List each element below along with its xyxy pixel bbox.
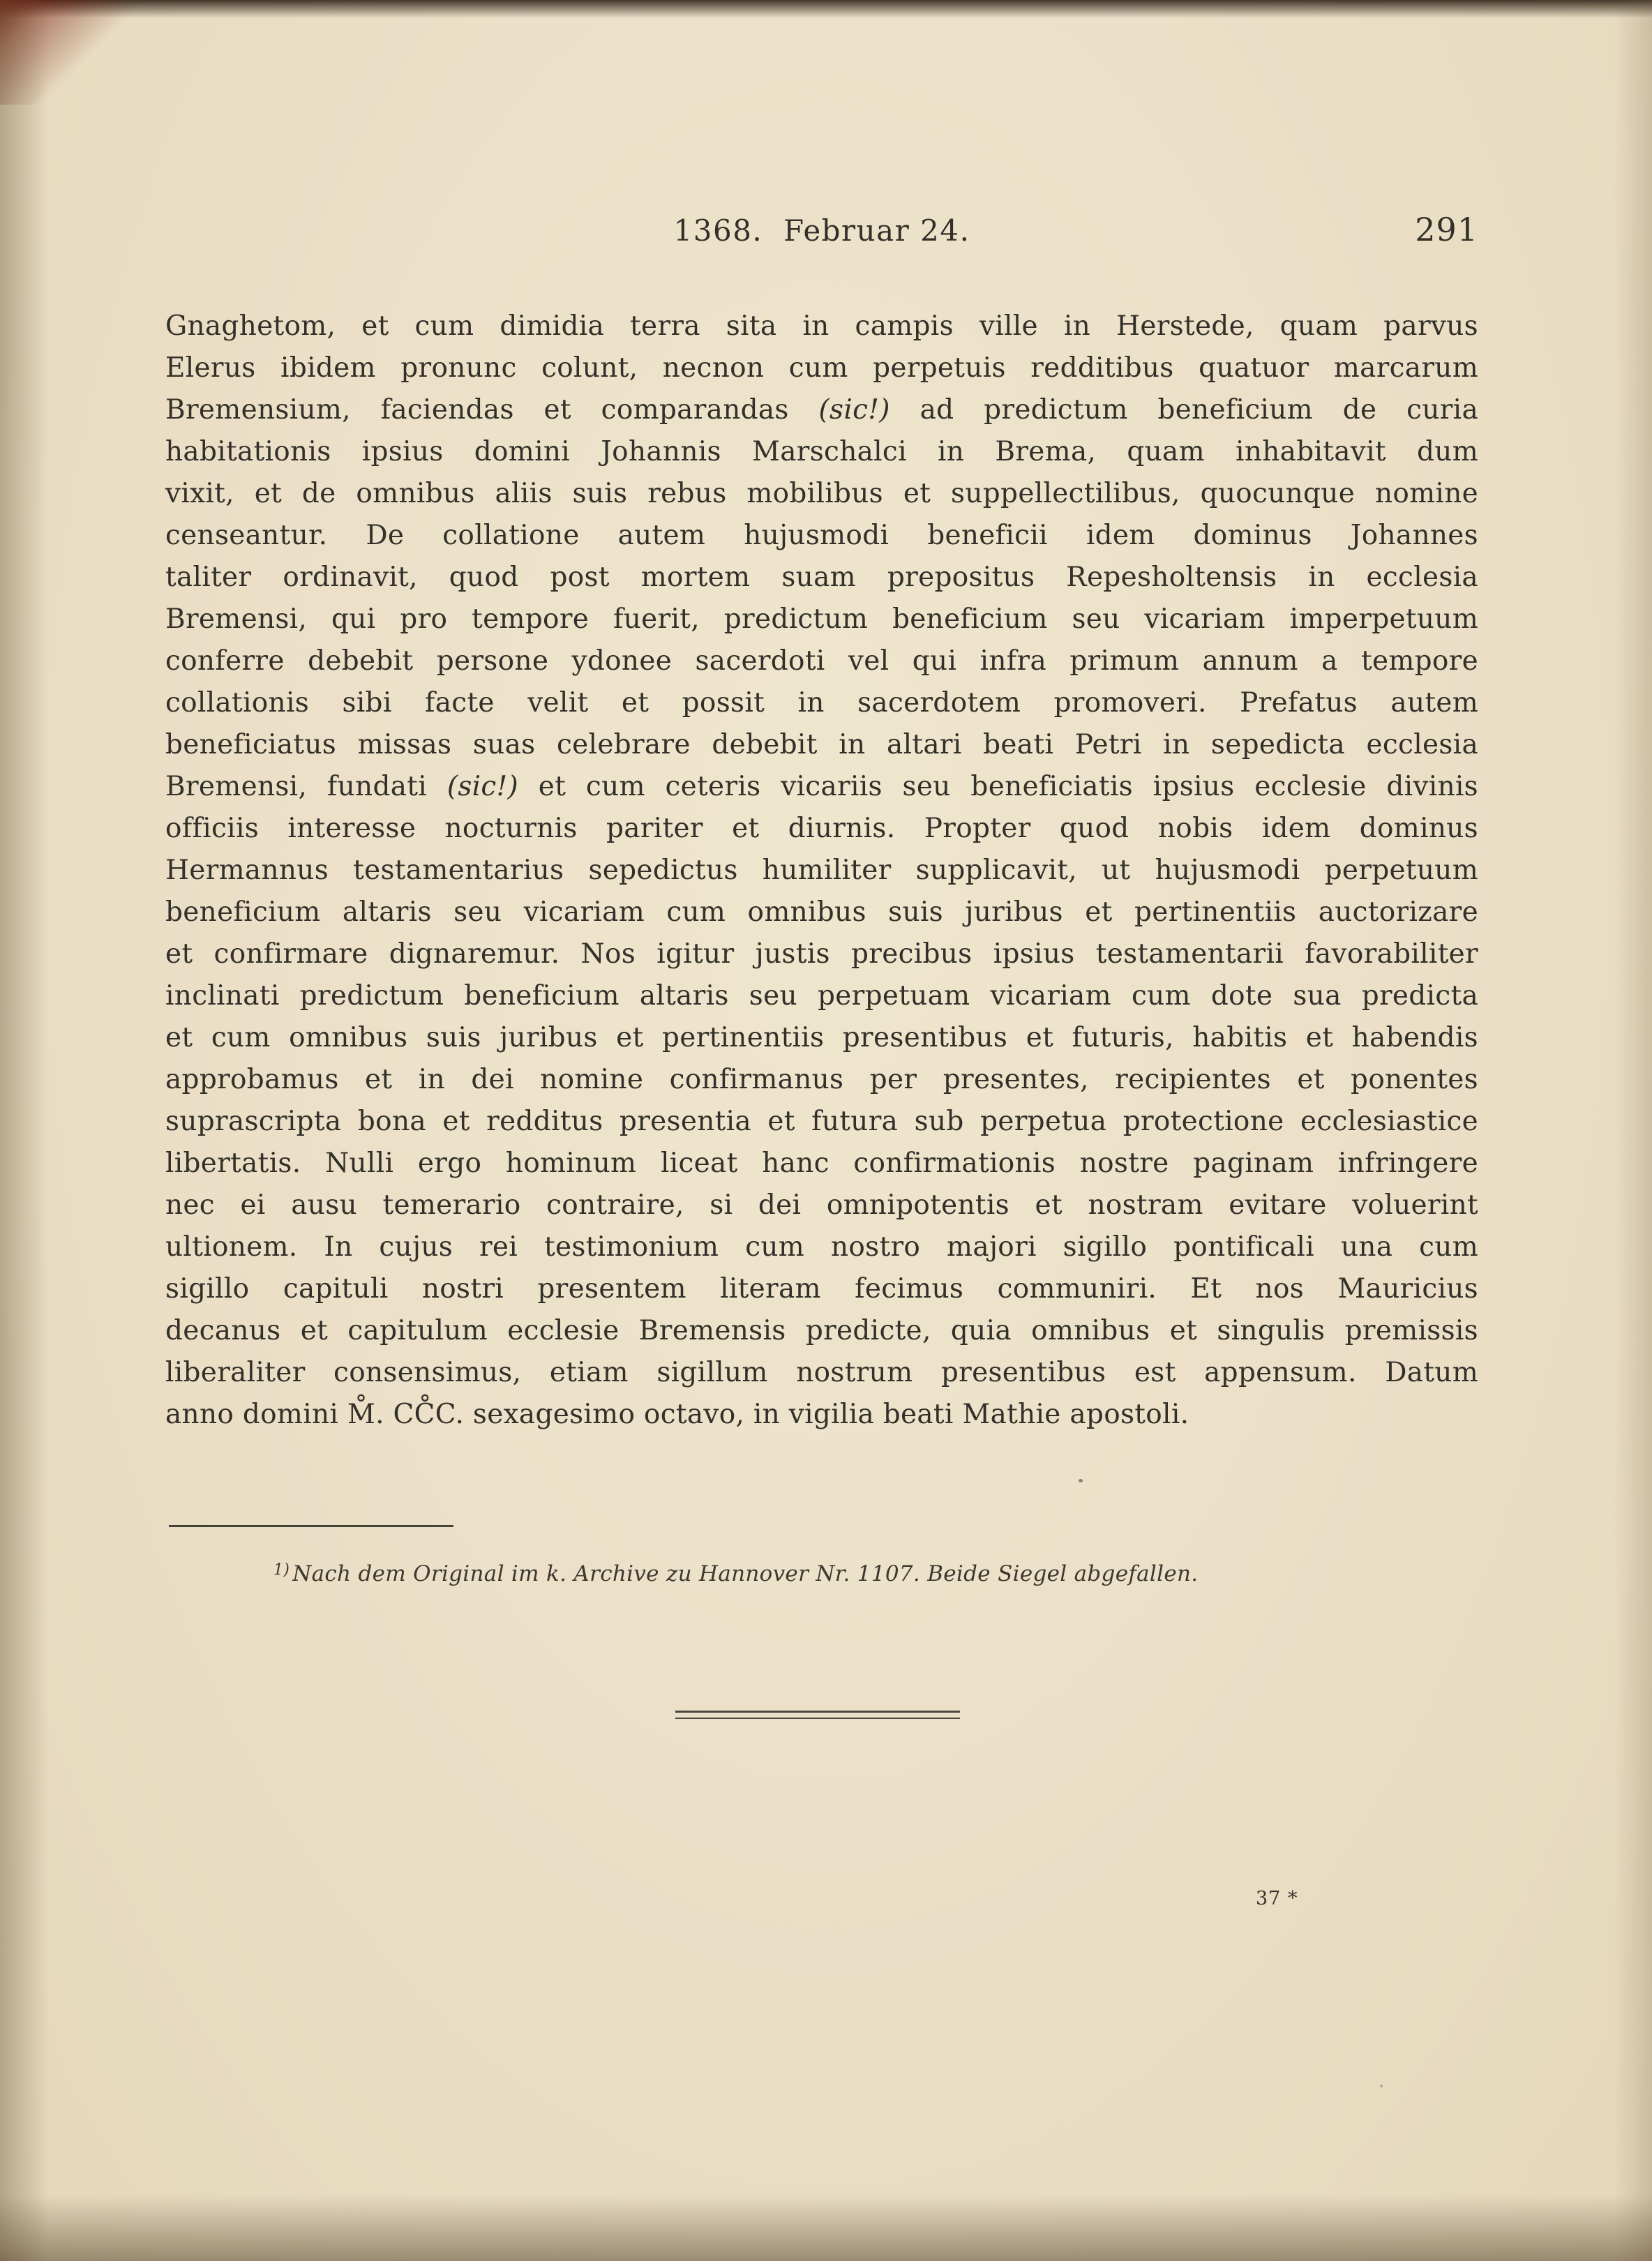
body-text-segment: vixit, et de omnibus aliis suis rebus mobilibus et suppellectilibus, quocunque nomine	[165, 478, 1478, 509]
body-text-segment: taliter ordinavit, quod post mortem suam prepositus Repesholtensis in ecclesia	[165, 562, 1478, 593]
body-text-segment: et confirmare dignaremur. Nos igitur justis precibus ipsius testamentarii favorabiliter	[165, 938, 1478, 970]
body-text-segment: beneficium altaris seu vicariam cum omnibus suis juribus et pertinentiis auctorizare	[165, 896, 1478, 928]
body-line	[165, 766, 1478, 808]
body-text-segment: libertatis. Nulli ergo hominum liceat hanc confirmationis nostre paginam infringere	[165, 1148, 1478, 1179]
body-text-segment: sigillo capituli nostri presentem literam fecimus communiri. Et nos Mauricius	[165, 1273, 1478, 1305]
page-number: 291	[1415, 211, 1478, 248]
scan-edge-right	[1614, 0, 1652, 2261]
paper-speck	[1380, 2085, 1383, 2087]
scan-edge-top	[0, 0, 1652, 18]
body-line	[165, 1352, 1478, 1394]
body-text-segment: Elerus ibidem pronunc colunt, necnon cum perpetuis redditibus quatuor marcarum	[165, 352, 1478, 384]
body-line	[165, 724, 1478, 766]
body-line	[165, 389, 1478, 431]
body-text-segment: Bremensi, fundati	[165, 771, 447, 802]
body-line	[165, 892, 1478, 933]
body-line	[165, 933, 1478, 975]
body-line	[165, 1017, 1478, 1059]
body-line	[165, 515, 1478, 557]
scan-edge-bottom	[0, 2195, 1652, 2261]
body-line	[165, 850, 1478, 892]
body-line	[165, 473, 1478, 515]
page-header	[165, 213, 1478, 258]
body-text-segment: Bremensi, qui pro tempore fuerit, predictum beneficium seu vicariam imperpetuum	[165, 603, 1478, 635]
body-line	[165, 431, 1478, 473]
body-line	[165, 347, 1478, 389]
body-text-segment: anno domini M̊. CC̊C. sexagesimo octavo, in vigilia beati Mathie apostoli.	[165, 1399, 1189, 1430]
paper-speck	[1079, 1479, 1083, 1482]
body-text-italic-segment: (sic!)	[818, 394, 890, 426]
body-line	[165, 975, 1478, 1017]
scan-edge-left	[0, 0, 49, 2261]
body-text-segment: decanus et capitulum ecclesie Bremensis predicte, quia omnibus et singulis premissis	[165, 1315, 1478, 1346]
body-text-segment: liberaliter consensimus, etiam sigillum nostrum presentibus est appensum. Datum	[165, 1357, 1478, 1388]
body-text-segment: inclinati predictum beneficium altaris seu perpetuam vicariam cum dote sua predicta	[165, 980, 1478, 1012]
footnote-text: Nach dem Original im k. Archive zu Hannover Nr. 1107. Beide Siegel abgefallen.	[292, 1561, 1199, 1586]
body-text-segment: conferre debebit persone ydonee sacerdoti vel qui infra primum annum a tempore	[165, 645, 1478, 677]
body-line	[165, 1310, 1478, 1352]
body-line	[165, 682, 1478, 724]
body-line	[165, 1226, 1478, 1268]
body-line	[165, 557, 1478, 599]
body-text-segment: habitationis ipsius domini Johannis Marschalci in Brema, quam inhabitavit dum	[165, 436, 1478, 467]
body-text-segment: suprascripta bona et redditus presentia et futura sub perpetua protectione ecclesiastice	[165, 1106, 1478, 1137]
body-text-segment: Bremensium, faciendas et comparandas	[165, 394, 819, 426]
body-text-segment: et cum ceteris vicariis seu beneficiatis ipsius ecclesie divinis	[518, 771, 1478, 802]
body-line	[165, 1143, 1478, 1185]
body-line	[165, 1185, 1478, 1226]
body-text-segment: collationis sibi facte velit et possit in sacerdotem promoveri. Prefatus autem	[165, 687, 1478, 719]
body-line	[165, 808, 1478, 850]
body-text-segment: Hermannus testamentarius sepedictus humiliter supplicavit, ut hujusmodi perpetuum	[165, 855, 1478, 886]
body-text-segment: Gnaghetom, et cum dimidia terra sita in campis ville in Herstede, quam parvus	[165, 310, 1478, 342]
body-text-segment: beneficiatus missas suas celebrare debebit in altari beati Petri in sepedicta ecclesia	[165, 729, 1478, 760]
body-text-segment: nec ei ausu temerario contraire, si dei omnipotentis et nostram evitare voluerint	[165, 1189, 1478, 1221]
body-text-segment: censeantur. De collatione autem hujusmodi beneficii idem dominus Johannes	[165, 520, 1478, 551]
body-line	[165, 1101, 1478, 1143]
body-text	[165, 306, 1478, 1436]
body-text-segment: et cum omnibus suis juribus et pertinentiis presentibus et futuris, habitis et habendis	[165, 1022, 1478, 1053]
body-text-segment: ad predictum beneficium de curia	[889, 394, 1479, 426]
body-text-italic-segment: (sic!)	[446, 771, 519, 802]
footnote-rule	[169, 1525, 453, 1527]
body-line	[165, 1268, 1478, 1310]
body-text-segment: ultionem. In cujus rei testimonium cum nostro majori sigillo pontificali una cum	[165, 1231, 1478, 1263]
body-line	[165, 1394, 1478, 1436]
body-text-segment: approbamus et in dei nomine confirmanus per presentes, recipientes et ponentes	[165, 1064, 1478, 1095]
section-end-rule	[675, 1711, 960, 1719]
body-line	[165, 306, 1478, 347]
body-line	[165, 599, 1478, 640]
header-date: 1368. Februar 24.	[673, 213, 970, 248]
body-text-segment: officiis interesse nocturnis pariter et diurnis. Propter quod nobis idem dominus	[165, 813, 1478, 844]
signature-mark: 37 *	[1256, 1888, 1298, 1909]
footnote	[273, 1561, 1459, 1586]
body-line	[165, 640, 1478, 682]
footnote-marker: 1)	[273, 1561, 290, 1579]
body-line	[165, 1059, 1478, 1101]
